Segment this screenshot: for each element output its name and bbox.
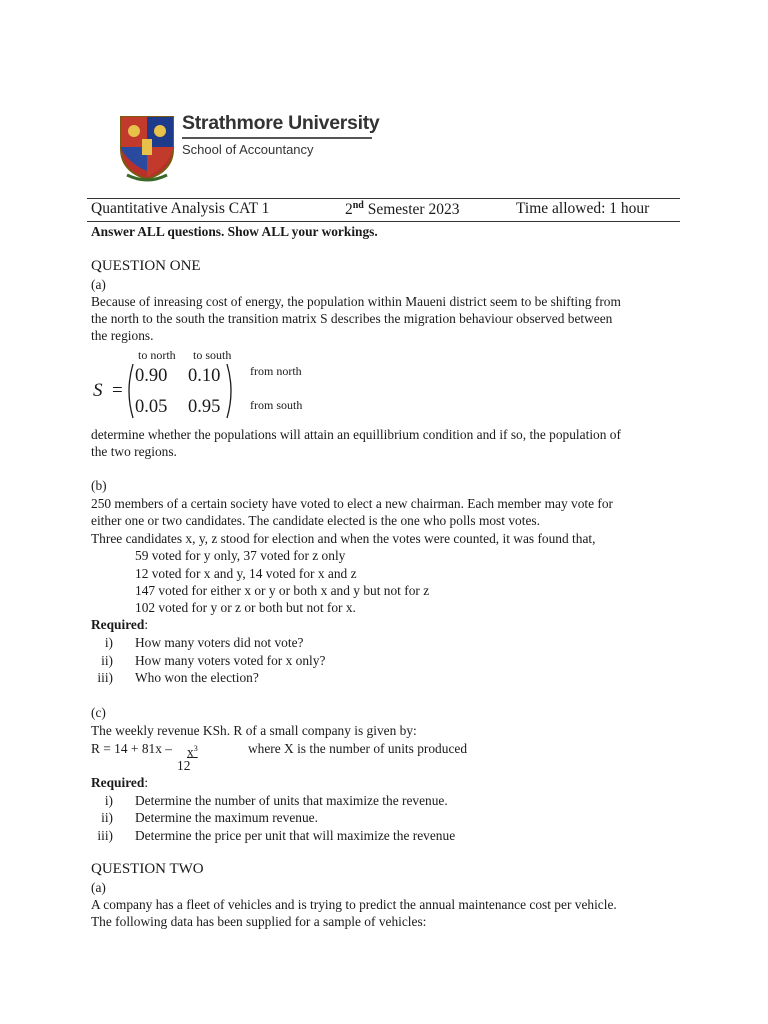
q1b-para-line2: either one or two candidates. The candidate elected is the one who polls most votes. xyxy=(91,513,540,528)
header-bottom-rule xyxy=(87,221,680,222)
q1b-label: (b) xyxy=(91,478,107,493)
instructions: Answer ALL questions. Show ALL your workings. xyxy=(91,224,378,239)
q1b-fact-1: 59 voted for y only, 37 voted for z only xyxy=(135,548,346,563)
semester: 2nd Semester 2023 xyxy=(345,200,460,219)
q2a-para-line2: The following data has been supplied for a sample of vehicles: xyxy=(91,914,427,929)
matrix-row-south: from south xyxy=(250,398,303,412)
q1c-required: Required: xyxy=(91,775,149,790)
q1c-formula-den: 12 xyxy=(177,758,191,773)
q1c-formula-x: $x^3$ xyxy=(187,744,198,760)
q1b-item-1: i) How many voters did not vote? xyxy=(104,635,304,650)
q1a-after-line2: the two regions. xyxy=(91,444,177,459)
logo-divider xyxy=(182,137,372,139)
school-name: School of Accountancy xyxy=(182,142,314,157)
matrix-row-north: from north xyxy=(250,364,302,378)
q1b-para-line3: Three candidates x, y, z stood for election and when the votes were counted, it was found that, xyxy=(91,531,596,546)
q1a-label: (a) xyxy=(91,277,106,292)
question-two-title: QUESTION TWO xyxy=(91,861,204,877)
q2a-para-line1: A company has a fleet of vehicles and is trying to predict the annual maintenance cost per vehicle. xyxy=(91,897,617,912)
matrix-col-south: to south xyxy=(193,348,232,362)
university-name: Strathmore University xyxy=(182,112,380,134)
q1b-fact-3: 147 voted for either x or y or both x and y but not for z xyxy=(135,583,430,598)
matrix-col-north: to north xyxy=(138,348,176,362)
matrix-cell-2-1: 0.05 xyxy=(135,397,168,417)
q1c-item-3: iii) Determine the price per unit that will maximize the revenue xyxy=(97,828,456,843)
matrix-equals: = xyxy=(112,380,123,401)
q1c-intro: The weekly revenue KSh. R of a small company is given by: xyxy=(91,723,417,738)
q1b-para-line1: 250 members of a certain society have voted to elect a new chairman. Each member may vote for xyxy=(91,496,614,511)
time-allowed: Time allowed: 1 hour xyxy=(516,200,650,217)
q1b-item-3: iii) Who won the election? xyxy=(97,670,259,685)
university-crest-logo xyxy=(117,113,177,183)
q1c-label: (c) xyxy=(91,705,106,720)
matrix-cell-2-2: 0.95 xyxy=(188,397,221,417)
q1a-para-line2: the north to the south the transition matrix S describes the migration behaviour observed between xyxy=(91,311,613,326)
question-one-title: QUESTION ONE xyxy=(91,258,201,274)
course-title: Quantitative Analysis CAT 1 xyxy=(91,200,270,217)
q1a-para-line1: Because of inreasing cost of energy, the population within Maueni district seem to be shifting from xyxy=(91,294,621,309)
q1c-formula-note: where X is the number of units produced xyxy=(248,741,468,756)
q1b-required: Required: xyxy=(91,617,149,632)
q1a-para-line3: the regions. xyxy=(91,328,154,343)
q1b-item-2: ii) How many voters voted for x only? xyxy=(101,653,326,668)
q2a-label: (a) xyxy=(91,880,106,895)
q1b-fact-4: 102 voted for y or z or both but not for x. xyxy=(135,600,356,615)
q1c-item-2: ii) Determine the maximum revenue. xyxy=(101,810,318,825)
q1b-fact-2: 12 voted for x and y, 14 voted for x and z xyxy=(135,566,357,581)
q1c-item-1: i) Determine the number of units that maximize the revenue. xyxy=(104,793,448,808)
matrix-cell-1-1: 0.90 xyxy=(135,366,168,386)
q1a-after-line1: determine whether the populations will attain an equillibrium condition and if so, the population of xyxy=(91,427,621,442)
q1c-formula-lhs: R = 14 + 81x – xyxy=(91,741,172,756)
matrix-cell-1-2: 0.10 xyxy=(188,366,221,386)
header-top-rule xyxy=(87,198,680,199)
matrix-name: S xyxy=(93,380,103,401)
